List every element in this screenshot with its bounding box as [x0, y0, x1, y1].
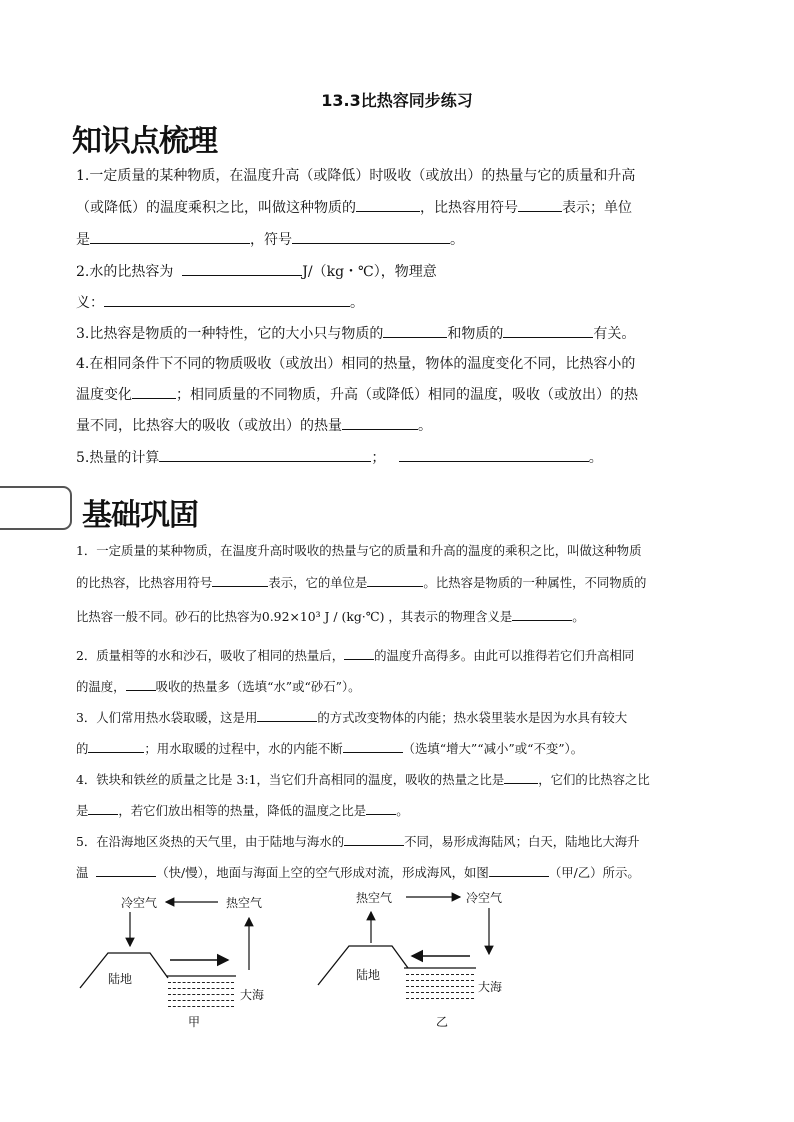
diagram-jia-cold-label: 冷空气	[121, 896, 158, 910]
basics-q4-line2: 是 ，若它们放出相等的热量，降低的温度之比是 。	[76, 803, 409, 818]
diagram-jia-hot-label: 热空气	[226, 896, 263, 910]
diagram-yi-hot-label: 热空气	[356, 891, 393, 905]
basics-q3-line1: 3．人们常用热水袋取暖，这是用 的方式改变物体的内能；热水袋里装水是因为水具有较大	[76, 710, 628, 725]
diagram-yi-caption: 乙	[436, 1015, 449, 1029]
knowledge-q4-line1: 4.在相同条件下不同的物质吸收（或放出）相同的热量，物体的温度变化不同，比热容小的	[76, 356, 636, 372]
section-heading-knowledge: 知识点梳理	[72, 124, 217, 159]
basics-q2-line2: 的温度， 吸收的热量多（选填“水”或“砂石”）。	[76, 679, 361, 694]
knowledge-q4-line2: 温度变化 ；相同质量的不同物质，升高（或降低）相同的温度，吸收（或放出）的热	[76, 387, 638, 403]
basics-q5-line2: 温 （快/慢），地面与海面上空的空气形成对流，形成海风，如图 （甲/乙）所示。	[76, 865, 640, 880]
diagram-jia-caption: 甲	[188, 1015, 201, 1029]
page-title: 13.3比热容同步练习	[321, 91, 473, 110]
knowledge-q3: 3.比热容是物质的一种特性，它的大小只与物质的 和物质的 有关。	[76, 326, 636, 342]
diagram-yi-sea-label: 大海	[478, 980, 503, 994]
diagram-yi-land-label: 陆地	[356, 968, 381, 982]
knowledge-q2-line1: 2.水的比热容为 J/（kg・℃），物理意	[76, 264, 437, 280]
basics-q1-line1: 1．一定质量的某种物质，在温度升高时吸收的热量与它的质量和升高的温度的乘积之比，叫做这种物质	[76, 543, 642, 558]
section-heading-basics: 基础巩固	[82, 498, 198, 533]
knowledge-q2-line2: 义： 。	[76, 295, 364, 311]
basics-q5-line1: 5．在沿海地区炎热的天气里，由于陆地与海水的 不同，易形成海陆风；白天，陆地比大海升	[76, 834, 640, 849]
diagram-jia-land-label: 陆地	[108, 972, 133, 986]
knowledge-q4-line3: 量不同，比热容大的吸收（或放出）的热量 。	[76, 418, 432, 434]
knowledge-q1-line3: 是 ，符号 。	[76, 232, 464, 248]
diagram-jia-sea-label: 大海	[240, 988, 265, 1002]
basics-q2-line1: 2．质量相等的水和沙石，吸收了相同的热量后， 的温度升高得多。由此可以推得若它们升高相同	[76, 648, 635, 663]
knowledge-q1-line1: 1.一定质量的某种物质，在温度升高（或降低）时吸收（或放出）的热量与它的质量和升高	[76, 168, 636, 184]
basics-q1-line3: 比热容一般不同。砂石的比热容为0.92×10³ J / (kg·℃) ，其表示的物理含义是 。	[76, 609, 585, 624]
knowledge-q1-line2: （或降低）的温度乘积之比，叫做这种物质的 ，比热容用符号 表示；单位	[76, 200, 632, 216]
basics-q1-line2: 的比热容，比热容用符号 表示，它的单位是 。比热容是物质的一种属性，不同物质的	[76, 575, 647, 590]
basics-q3-line2: 的 ；用水取暖的过程中，水的内能不断 （选填“增大”“减小”或“不变”）。	[76, 741, 584, 756]
knowledge-q5: 5.热量的计算 ； 。	[76, 450, 603, 466]
basics-q4-line1: 4．铁块和铁丝的质量之比是 3:1，当它们升高相同的温度，吸收的热量之比是 ，它们的比热容之比	[76, 772, 650, 787]
diagram-yi-cold-label: 冷空气	[466, 891, 503, 905]
